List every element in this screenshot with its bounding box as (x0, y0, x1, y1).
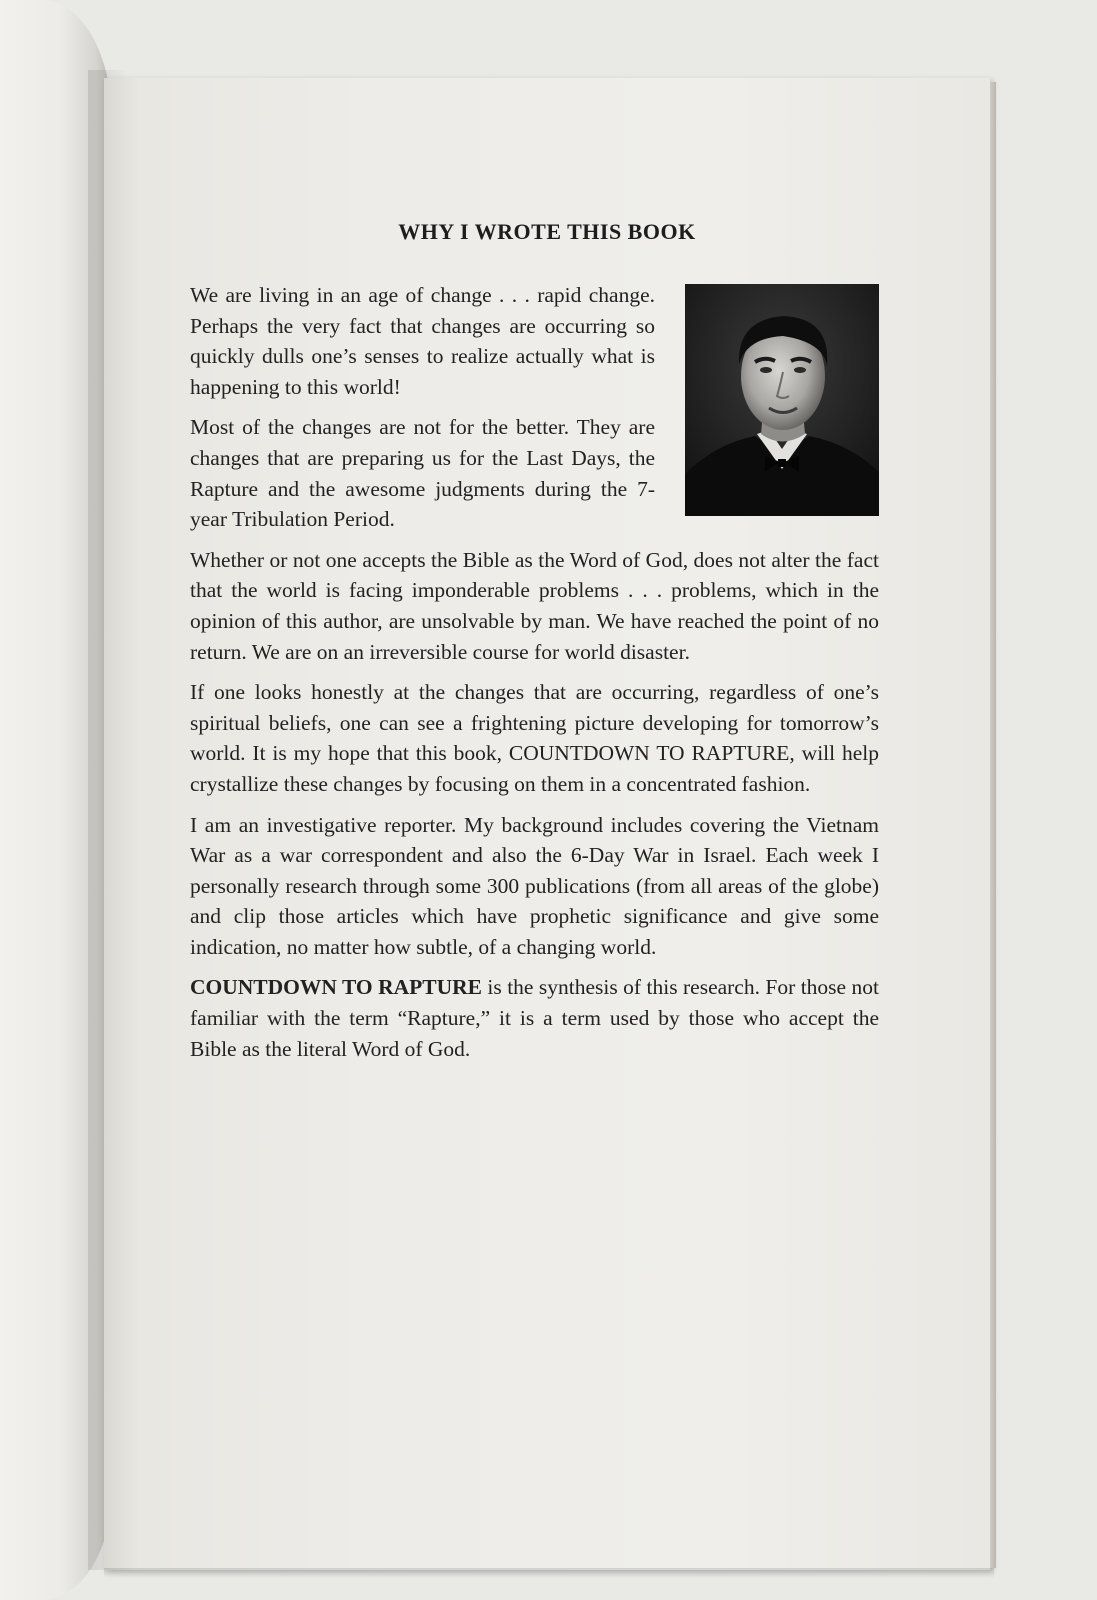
paragraph-6 (190, 972, 879, 1064)
paragraph-1: We are living in an age of change . . . rapid change. Perhaps the very fact that changes are occurring so quickly dulls one’s senses to realize actually what is happening to this world! (190, 283, 655, 399)
paragraph-5: I am an investigative reporter. My background includes covering the Vietnam War as a war correspondent and also the 6-Day War in Israel. Each week I personally research through some 300 publications (from all areas of the globe) and clip those articles which have prophetic significance and give some indication, no matter how subtle, of a changing world. (190, 812, 879, 959)
book-title-bold: COUNTDOWN TO RAPTURE (190, 975, 482, 1000)
paragraph-6-text: is the synthesis of this research. For those not familiar with the term “Rapture,” it is a term used by those who accept the Bible as the literal Word of God. (190, 975, 879, 1061)
page-body (190, 280, 879, 1074)
page-bottom-shadow (104, 1568, 994, 1578)
page-stack-edge (990, 82, 996, 1568)
paragraph-3: Whether or not one accepts the Bible as the Word of God, does not alter the fact that the world is facing imponderable problems . . . problems, which in the opinion of this author, are unsolvable by man. We have reached the point of no return. We are on an irreversible course for world disaster. (190, 547, 879, 664)
author-portrait-photo (685, 284, 879, 516)
paragraph-2: Most of the changes are not for the better. They are changes that are preparing us for the Last Days, the Rapture and the awesome judgments during the 7-year Tribulation Period. (190, 415, 655, 532)
paragraph-4: If one looks honestly at the changes that are occurring, regardless of one’s spiritual beliefs, one can see a frightening picture developing for tomorrow’s world. It is my hope that this book, COUNTDOWN TO RAPTURE, will help crystallize these changes by focusing on them in a concentrated fashion. (190, 680, 879, 796)
page-title: WHY I WROTE THIS BOOK (398, 219, 696, 244)
